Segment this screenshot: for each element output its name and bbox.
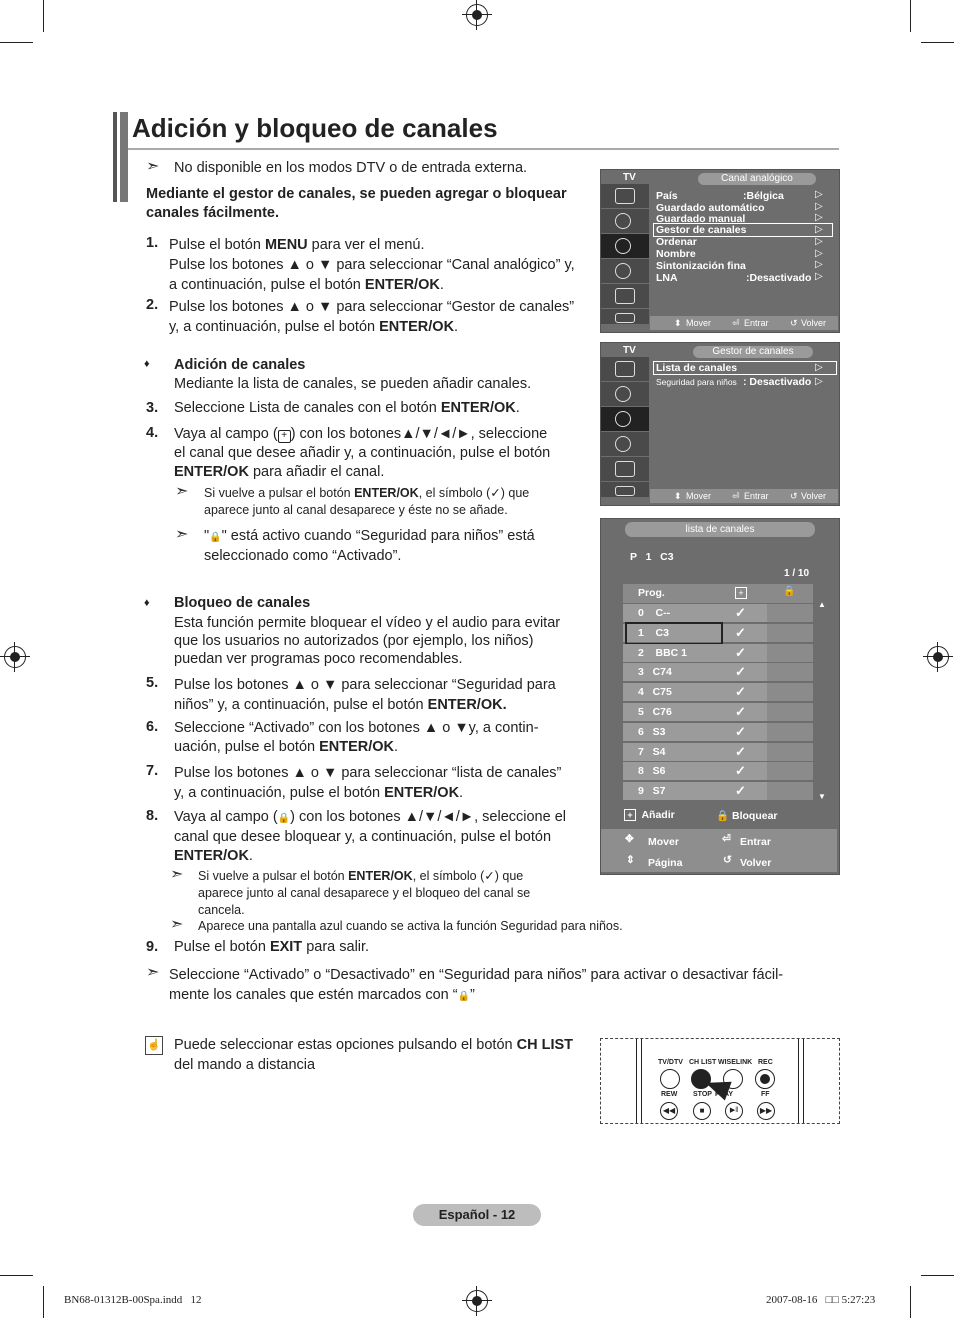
text: canal que desee bloquear y, a continuación, pulse el botón [174,829,552,845]
sidebar-channel-icon [601,234,649,259]
text: a continuación, pulse el botón [169,277,365,293]
stop-button[interactable]: ■ [693,1102,711,1120]
lock-icon: 🔒 [277,813,291,824]
lock-cell[interactable] [767,703,813,721]
return-icon: ↺ [790,318,798,328]
footer-page: Página [648,857,683,869]
intro-text: Mediante el gestor de canales, se pueden agregar o bloquear canales fácilmente. [146,186,567,221]
text: Pulse los botones ▲ o ▼ para seleccionar “lista de canales” [174,765,562,781]
note-arrow-icon: ➣ [146,158,160,175]
text: del mando a distancia [174,1057,316,1073]
lock-cell[interactable] [767,644,813,662]
submenu-arrow-icon: ▷ ▷ ▷ ▷ ▷ ▷ ▷ ▷ [815,189,823,282]
tv-label: TV [623,172,636,183]
panel-footer [650,316,838,330]
step-number: 9. [146,939,159,955]
text: ENTER/OK [379,319,455,335]
text: ) con los botones▲/▼/◄/►, seleccione [290,426,548,442]
text: Pulse los botones ▲ o ▼ para seleccionar “Canal analógico” y, [169,257,575,273]
channel-label: 7 S4 [638,745,666,758]
note-4 [204,485,594,519]
lock-icon: 🔒 [716,810,730,822]
step-7: Pulse los botones ▲ o ▼ para seleccionar “lista de canales” y, a continuación, pulse el botón ENTER/OK. [174,765,562,801]
check-icon: ✓ [735,664,746,680]
title-underline [128,148,839,150]
text: Seleccione Lista de canales con el botón [174,400,441,416]
sidebar-picture-icon [601,184,649,209]
text: aparece junto al canal desaparece y el bloqueo del canal se [198,886,531,900]
lock-legend [716,809,778,822]
registration-mark-icon [466,4,488,26]
sidebar-input-icon [601,457,649,482]
channel-row[interactable] [623,723,813,743]
footer-enter: Entrar [744,491,769,501]
list-header-row [623,584,813,603]
crop-mark [43,0,44,32]
check-icon: ✓ [735,743,746,759]
text: mente los canales que estén marcados con “ [169,987,458,1003]
channel-row[interactable] [623,644,813,664]
crop-mark [43,1286,44,1318]
remote-label: CH LIST [689,1059,717,1066]
footer-enter: Entrar [740,836,771,848]
text: Pulse los botones ▲ o ▼ para seleccionar “Gestor de canales” [169,299,575,315]
text: uación, pulse el botón [174,739,320,755]
tv-label: TV [623,345,636,356]
registration-mark-icon [4,646,26,668]
text: y, a continuación, pulse el botón [169,319,380,335]
footer-back: Volver [801,318,827,328]
step-number: 7. [146,763,159,779]
text: :Desactivado [746,272,812,284]
channel-row[interactable] [623,683,813,703]
tv-menu-canal-analogico [600,169,840,333]
channel-label: 6 S3 [638,725,666,738]
return-icon: ↺ [790,491,798,501]
footer-move: Mover [686,491,712,501]
sidebar-input-icon [601,284,649,309]
remote-label: WISELINK [718,1059,753,1066]
menu-item-gestor-de-canales[interactable]: Gestor de canales [653,223,833,237]
channel-row[interactable] [623,663,813,683]
page-icon: ⇕ [626,854,635,866]
move-icon: ⬍ [674,491,682,501]
text: Pulse el botón [174,939,270,955]
registration-mark-icon [927,646,949,668]
footer-move: Mover [686,318,712,328]
text: niños” y, a continuación, pulse el botón [174,697,428,713]
sidebar-application-icon [601,309,649,325]
text: para ver el menú. [307,237,425,253]
menu-item-seguridad-para-ninos[interactable] [656,376,831,388]
lock-cell[interactable] [767,663,813,681]
channel-row[interactable] [623,624,813,644]
text: Bloquear [732,810,778,822]
current-channel: P 1 C3 [630,551,674,563]
text: ENTER/OK [348,869,413,883]
crop-mark [0,42,33,43]
sidebar-sound-icon [601,382,649,407]
footer-move: Mover [648,836,679,848]
tvdtv-button[interactable] [660,1069,680,1089]
note-8 [198,868,588,919]
text: ENTER/OK [364,277,440,293]
lock-cell[interactable] [767,604,813,622]
text: y, a continuación, pulse el botón [174,785,385,801]
step-1: Pulse el botón MENU para ver el menú. Pulse los botones ▲ o ▼ para seleccionar “Canal analógico” y, a continuación, pulse el botón ENTER/OK. [169,237,575,293]
enter-icon: ⏎ [732,491,740,501]
step-5 [174,675,594,715]
scroll-up-icon[interactable]: ▲ [818,600,826,609]
channel-row[interactable] [623,703,813,723]
text: Pulse el botón [169,237,265,253]
note-arrow-icon: ➣ [175,483,189,500]
sidebar-channel-icon [601,407,649,432]
sidebar-sound-icon [601,209,649,234]
check-icon: ✓ [490,486,501,500]
text: ) con los botones ▲/▼/◄/►, seleccione el [290,809,566,825]
lock-icon: 🔒 [457,991,471,1002]
step-3: Seleccione Lista de canales con el botón ENTER/OK. [174,400,520,416]
selection-highlight [625,622,723,645]
remote-label: TV/DTV [658,1059,683,1066]
text: País [656,190,678,202]
channel-label: 4 C75 [638,686,672,699]
submenu-arrow-icon: ▷ ▷ [815,362,823,387]
text: Si vuelve a pulsar el botón [204,486,355,500]
channel-row[interactable] [623,743,813,763]
check-icon: ✓ [735,644,746,660]
channel-label: 5 C76 [638,706,672,718]
step-number: 2. [146,297,159,313]
lock-cell[interactable] [767,683,813,701]
tv-menu-gestor-de-canales [600,342,840,506]
panel-header: Gestor de canales [693,346,813,358]
text: Esta función permite bloquear el vídeo y el audio para evitar [174,615,561,631]
text: Seleccione “Activado” o “Desactivado” en “Seguridad para niños” para activar o desactivar fácil- [169,967,784,983]
check-icon: ✓ [735,763,746,779]
menu-item-lna[interactable] [656,272,816,284]
add-field-icon: + [278,430,291,443]
check-icon: ✓ [735,723,746,739]
crop-mark [921,1275,954,1276]
check-icon: ✓ [484,869,495,883]
step-number: 1. [146,235,159,251]
check-icon: ✓ [735,704,746,719]
crop-mark [921,42,954,43]
text: ENTER/OK [319,739,395,755]
lock-desc [174,614,594,668]
note-arrow-icon: ➣ [175,526,189,543]
sidebar-picture-icon [601,357,649,382]
lock-icon: 🔒 [209,532,222,543]
page-title: Adición y bloqueo de canales [132,113,498,143]
text: " está activo cuando “Seguridad para niños” está [221,528,535,544]
text: , el símbolo ( [418,486,491,500]
slug-file: BN68-01312B-00Spa.indd 12 [64,1294,202,1306]
step-number: 8. [146,808,159,824]
channel-label: 1 C3 [638,626,669,639]
text: MENU [264,237,308,253]
text: que los usuarios no autorizados (por ejemplo, los niños) [174,633,534,649]
footer-enter: Entrar [744,318,769,328]
enter-icon: ⏎ [732,318,740,328]
add-legend [624,809,675,821]
footer-back: Volver [740,857,772,869]
text: Vaya al campo ( [174,426,278,442]
step-number: 4. [146,425,159,441]
panel-header: lista de canales [625,522,815,537]
step-8: Vaya al campo (🔒) con los botones ▲/▼/◄/►, seleccione el canal que desee bloquear y, a continuación, pulse el botón ENTER/OK. [174,809,566,864]
remote-illustration [600,1038,840,1124]
text: CH LIST [516,1037,573,1053]
remote-label: PLAY [715,1091,734,1098]
text: ) que [500,486,530,500]
text: ” [470,987,475,1003]
text: EXIT [269,939,303,955]
rew-button[interactable]: ◀◀ [660,1102,678,1120]
return-icon: ↺ [723,854,732,866]
text: :Bélgica [743,190,784,202]
step-6: Seleccione “Activado” con los botones ▲ o ▼y, a contin- uación, pulse el botón ENTER/OK. [174,720,539,755]
step-number: 5. [146,675,159,691]
text: Si vuelve a pulsar el botón [198,869,349,883]
lock-cell[interactable] [767,743,813,761]
text: , el símbolo ( [412,869,485,883]
text: cancela. [198,903,245,917]
page-footer: Español - 12 [413,1204,541,1226]
channel-label: 3 C74 [638,666,672,679]
lock-column-icon: 🔒 [783,586,796,597]
channel-label: 8 S6 [638,765,666,778]
remote-label: REW [661,1091,678,1098]
menu-item-ordenar[interactable]: Ordenar [656,236,697,248]
lock-cell[interactable] [767,624,813,642]
text: Añadir [641,809,675,821]
bullet-icon: ♦ [144,597,150,609]
menu-item-nombre[interactable]: Nombre [656,248,696,260]
check-icon: ✓ [735,624,746,640]
add-field-icon: + [624,809,636,821]
add-column-icon: + [735,587,747,599]
sidebar-application-icon [601,482,649,498]
text: Seguridad para niños [656,377,737,387]
menu-item-lista-de-canales[interactable]: Lista de canales [653,361,837,375]
move-icon: ✥ [625,833,634,845]
note-dtv: No disponible en los modos DTV o de entrada externa. [174,160,528,176]
menu-item-pais[interactable] [656,190,806,202]
remote-label: REC [758,1059,773,1066]
col-prog: Prog. [638,587,665,599]
step-number: 6. [146,719,159,735]
channel-row[interactable] [623,762,813,782]
check-icon: ✓ [735,684,746,700]
text: Pulse los botones ▲ o ▼ para seleccionar “Seguridad para [174,677,556,693]
menu-item-guardado-automatico[interactable]: Guardado automático [656,202,765,214]
note-9: Aparece una pantalla azul cuando se activa la función Seguridad para niños. [198,919,623,933]
note-5 [204,527,594,566]
text: seleccionado como “Activado”. [204,548,402,564]
text: para salir. [302,939,370,955]
sidebar-setup-icon [601,432,649,457]
check-icon: ✓ [735,605,746,620]
channel-row[interactable] [623,782,813,802]
lock-heading: Bloqueo de canales [174,595,311,611]
crop-mark [910,1286,911,1318]
text: Vaya al campo ( [174,809,278,825]
step-number: 3. [146,400,159,416]
text: ENTER/OK [354,486,419,500]
note-arrow-icon: ➣ [146,964,160,981]
ff-button[interactable]: ▶▶ [757,1102,775,1120]
text: ENTER/OK [440,400,516,416]
text: Seleccione “Activado” con los botones ▲ o ▼y, a contin- [174,720,539,736]
text: ) que [494,869,524,883]
note-final [169,965,829,1007]
text: para añadir el canal. [248,464,385,480]
crop-mark [910,0,911,32]
channel-list-footer [601,829,837,872]
registration-mark-icon [466,1290,488,1312]
text: ENTER/OK [174,464,249,480]
chlist-note [174,1035,594,1075]
enter-icon: ⏎ [722,833,731,845]
title-accent [113,112,117,202]
step-2: Pulse los botones ▲ o ▼ para seleccionar “Gestor de canales” y, a continuación, pulse el botón ENTER/OK. [169,299,575,335]
check-icon: ✓ [735,783,746,799]
slug-date: 2007-08-16 □□ 5:27:23 [766,1294,876,1306]
panel-header: Canal analógico [698,173,816,185]
bullet-icon: ♦ [144,358,150,370]
menu-item-sintonizacion-fina[interactable]: Sintonización fina [656,260,746,272]
crop-mark [0,1275,33,1276]
play-button[interactable]: ▶‖ [725,1102,743,1120]
remote-label: FF [761,1091,770,1098]
text: Puede seleccionar estas opciones pulsando el botón [174,1037,517,1053]
channel-label: 0 C-- [638,607,671,619]
remote-hand-icon: ☝ [145,1036,163,1055]
move-icon: ⬍ [674,318,682,328]
text: puedan ver programas poco recomendables. [174,651,463,667]
remote-label: STOP [693,1091,712,1098]
text: ENTER/OK [174,848,249,864]
scroll-down-icon[interactable]: ▼ [818,792,826,801]
text: ENTER/OK. [427,697,507,713]
text: ENTER/OK [384,785,460,801]
note-arrow-icon: ➣ [170,916,184,933]
footer-back: Volver [801,491,827,501]
text: : Desactivado [743,376,812,388]
menu-item-guardado-manual[interactable]: Guardado manual [656,213,746,225]
channel-label: 9 S7 [638,785,666,798]
title-accent [120,112,128,202]
lock-cell[interactable] [767,723,813,741]
add-desc: Mediante la lista de canales, se pueden añadir canales. [174,376,532,392]
step-9 [174,939,369,955]
lock-cell[interactable] [767,762,813,780]
text: el canal que desee añadir y, a continuación, pulse el botón [174,445,551,461]
add-heading: Adición de canales [174,357,306,373]
text: LNA [656,272,678,284]
text: " [204,528,210,544]
rec-button[interactable] [755,1069,775,1089]
sidebar-setup-icon [601,259,649,284]
channel-label: 2 BBC 1 [638,646,688,659]
step-4 [174,425,584,482]
panel-footer [650,489,838,503]
text: aparece junto al canal desaparece y éste no se añade. [204,503,508,517]
page-indicator: 1 / 10 [784,568,810,579]
lock-cell[interactable] [767,782,813,800]
note-arrow-icon: ➣ [170,866,184,883]
